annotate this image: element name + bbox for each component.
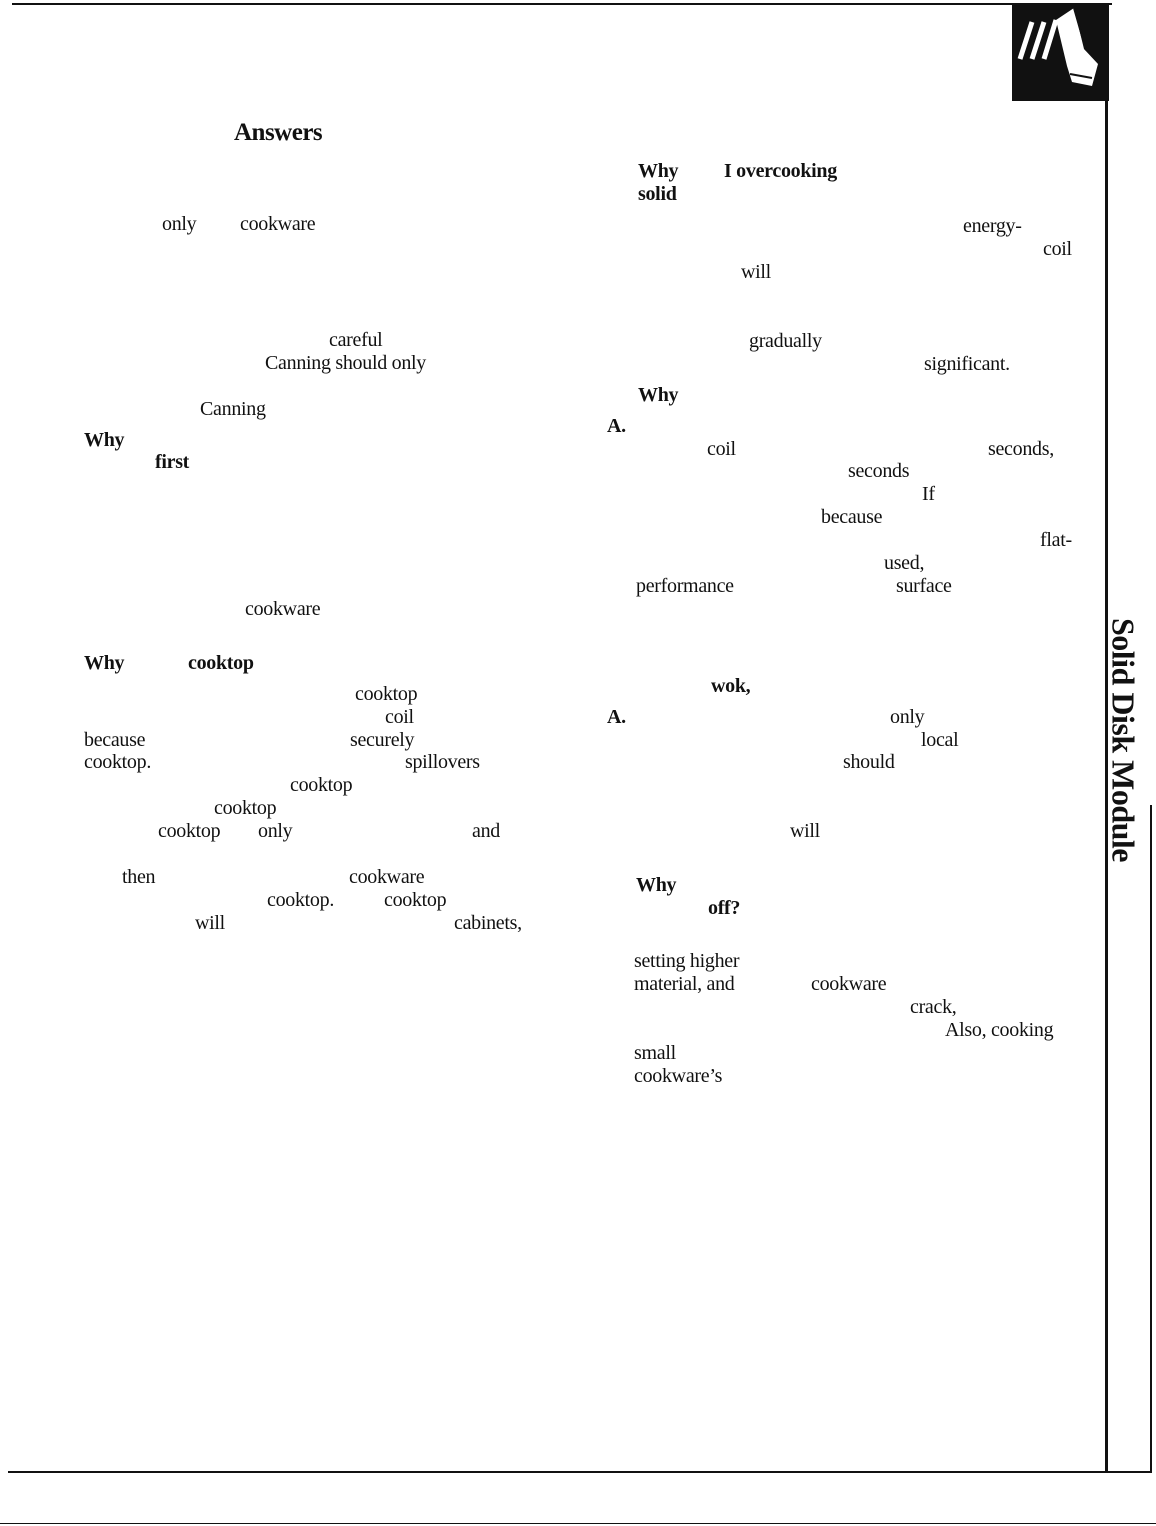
text-fragment: then: [122, 866, 156, 888]
text-fragment: cooktop.: [267, 889, 335, 911]
text-fragment: only: [890, 706, 925, 728]
text-fragment: seconds,: [988, 438, 1054, 460]
text-fragment: cooktop: [290, 774, 353, 796]
text-fragment: cooktop: [158, 820, 221, 842]
text-fragment: material, and: [634, 973, 735, 995]
text-fragment: cooktop: [355, 683, 418, 705]
section-heading: Answers: [234, 119, 323, 146]
top-rule: [12, 3, 1112, 5]
text-fragment: will: [195, 912, 225, 934]
text-fragment: cooktop: [214, 797, 277, 819]
text-fragment: energy-: [963, 215, 1022, 237]
text-fragment: because: [84, 729, 146, 751]
text-fragment: cabinets,: [454, 912, 522, 934]
text-fragment: crack,: [910, 996, 957, 1018]
question-label: Why: [84, 652, 125, 674]
text-fragment: only: [258, 820, 293, 842]
text-fragment: surface: [896, 575, 952, 597]
text-fragment: careful: [329, 329, 383, 351]
text-fragment: cooktop: [384, 889, 447, 911]
text-fragment: If: [922, 483, 935, 505]
text-fragment: and: [472, 820, 500, 842]
text-fragment: spillovers: [405, 751, 480, 773]
text-fragment: performance: [636, 575, 734, 597]
question-label: Why: [636, 874, 677, 896]
text-fragment: securely: [350, 729, 415, 751]
text-fragment: cookware’s: [634, 1065, 723, 1087]
footer-rule: [0, 1523, 1156, 1524]
bottom-rule: [8, 1471, 1152, 1473]
text-fragment: should: [843, 751, 895, 773]
text-fragment: solid: [638, 183, 677, 205]
section-tab-label: Solid Disk Module: [1105, 617, 1142, 863]
text-fragment: flat-: [1040, 529, 1072, 551]
text-fragment: significant.: [924, 353, 1010, 375]
text-fragment: seconds: [848, 460, 910, 482]
text-fragment: coil: [385, 706, 414, 728]
text-fragment: because: [821, 506, 883, 528]
text-fragment: cooktop.: [84, 751, 152, 773]
text-fragment: will: [790, 820, 820, 842]
question-label: Why: [638, 384, 679, 406]
text-fragment: small: [634, 1042, 676, 1064]
answer-label: A.: [607, 706, 626, 728]
text-fragment: first: [155, 451, 190, 473]
text-fragment: used,: [884, 552, 925, 574]
question-label: Why: [638, 160, 679, 182]
text-fragment: wok,: [711, 675, 751, 697]
text-fragment: will: [741, 261, 771, 283]
text-fragment: I overcooking: [724, 160, 837, 182]
text-fragment: coil: [707, 438, 736, 460]
text-fragment: only: [162, 213, 197, 235]
text-fragment: coil: [1043, 238, 1072, 260]
text-fragment: setting higher: [634, 950, 740, 972]
text-fragment: cookware: [240, 213, 316, 235]
hand-pointing-icon: [1012, 4, 1109, 101]
text-fragment: local: [921, 729, 959, 751]
tab-edge-rule: [1150, 805, 1152, 1473]
text-fragment: gradually: [749, 330, 822, 352]
text-fragment: cooktop: [188, 652, 254, 674]
text-fragment: Canning: [200, 398, 266, 420]
answer-label: A.: [607, 415, 626, 437]
text-fragment: cookware: [245, 598, 321, 620]
question-label: Why: [84, 429, 125, 451]
text-fragment: cookware: [349, 866, 425, 888]
text-fragment: off?: [708, 897, 741, 919]
text-fragment: cookware: [811, 973, 887, 995]
section-tab: [1103, 590, 1143, 890]
text-fragment: Canning should only: [265, 352, 426, 374]
text-fragment: Also, cooking: [945, 1019, 1054, 1041]
